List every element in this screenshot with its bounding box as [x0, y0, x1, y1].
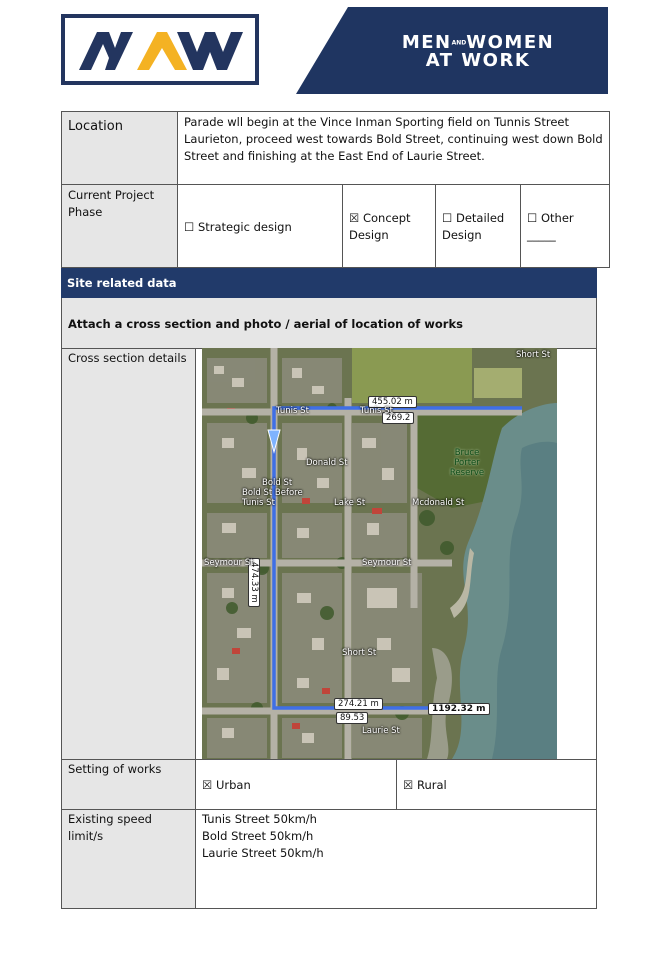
setting-rural: ☒ Rural	[403, 778, 447, 792]
phase-option-concept-text: ☒ Concept Design	[349, 211, 411, 242]
phase-option-concept[interactable]	[342, 184, 436, 268]
park-bruce-porter: Bruce Porter Reserve	[449, 448, 485, 478]
attach-instruction	[61, 298, 597, 348]
setting-urban-cell[interactable]	[195, 759, 397, 810]
street-short-top: Short St	[516, 350, 551, 360]
map-total-distance: 1192.32 m	[428, 703, 490, 715]
location-text-cell	[177, 111, 610, 185]
street-lake: Lake St	[334, 498, 366, 508]
map-distance-5: 89.53	[336, 712, 368, 724]
location-label-cell	[61, 111, 178, 185]
phase-label-cell	[61, 184, 178, 268]
phase-label: Current Project Phase	[68, 188, 155, 219]
setting-urban: ☒ Urban	[202, 778, 251, 792]
phase-option-strategic[interactable]	[177, 184, 343, 268]
site-related-heading-text: Site related data	[67, 276, 177, 290]
aerial-map	[202, 348, 557, 759]
location-label: Location	[68, 119, 123, 134]
setting-rural-cell[interactable]	[396, 759, 597, 810]
maw-logo	[61, 14, 259, 85]
street-donald: Donald St	[306, 458, 348, 468]
street-tunis-west: Tunis St	[276, 406, 309, 416]
speed-laurie: Laurie Street 50km/h	[202, 846, 324, 860]
street-tunis-east: Tunis St	[360, 406, 393, 416]
brand-at-work: AT WORK	[425, 50, 531, 71]
phase-option-detailed[interactable]	[435, 184, 521, 268]
street-seymour-east: Seymour St	[362, 558, 412, 568]
phase-option-strategic-text: ☐ Strategic design	[184, 220, 292, 234]
street-mcdonald: Mcdonald St	[412, 498, 465, 508]
cross-section-label: Cross section details	[68, 351, 187, 365]
map-distance-3: 474.33 m	[248, 558, 260, 607]
speed-label-cell	[61, 809, 196, 909]
brand-and: AND	[451, 39, 467, 47]
phase-option-other-text: ☐ Other _____	[527, 211, 574, 242]
street-short-bottom: Short St	[342, 648, 377, 658]
speed-label: Existing speed limit/s	[68, 812, 152, 843]
location-text: Parade wll begin at the Vince Inman Sporting field on Tunnis Street Laurieton, proceed west towards Bold Street, continuing west down Bold Street and finishing at the East End of Laurie Street.	[184, 115, 603, 163]
street-seymour-west: Seymour St	[204, 558, 254, 568]
phase-option-other[interactable]	[520, 184, 610, 268]
map-distance-1: 455.02 m	[368, 396, 417, 408]
setting-label: Setting of works	[68, 762, 162, 776]
attach-instruction-text: Attach a cross section and photo / aerial of location of works	[68, 317, 463, 331]
speed-bold: Bold Street 50km/h	[202, 829, 314, 843]
setting-label-cell	[61, 759, 196, 810]
street-laurie: Laurie St	[362, 726, 400, 736]
brand-banner	[296, 7, 608, 94]
map-distance-2: 269.2	[382, 412, 414, 424]
brand-men-women: MENANDWOMEN	[401, 32, 555, 53]
street-bold-before-tunis: Bold St Before Tunis St	[242, 488, 303, 508]
street-bold: Bold St	[262, 478, 293, 488]
site-related-heading	[61, 268, 597, 298]
maw-logo-mark	[65, 18, 255, 81]
speed-values-cell	[195, 809, 597, 909]
cross-section-label-cell	[61, 348, 196, 760]
speed-tunis: Tunis Street 50km/h	[202, 812, 317, 826]
map-distance-4: 274.21 m	[334, 698, 383, 710]
phase-option-detailed-text: ☐ Detailed Design	[442, 211, 505, 242]
